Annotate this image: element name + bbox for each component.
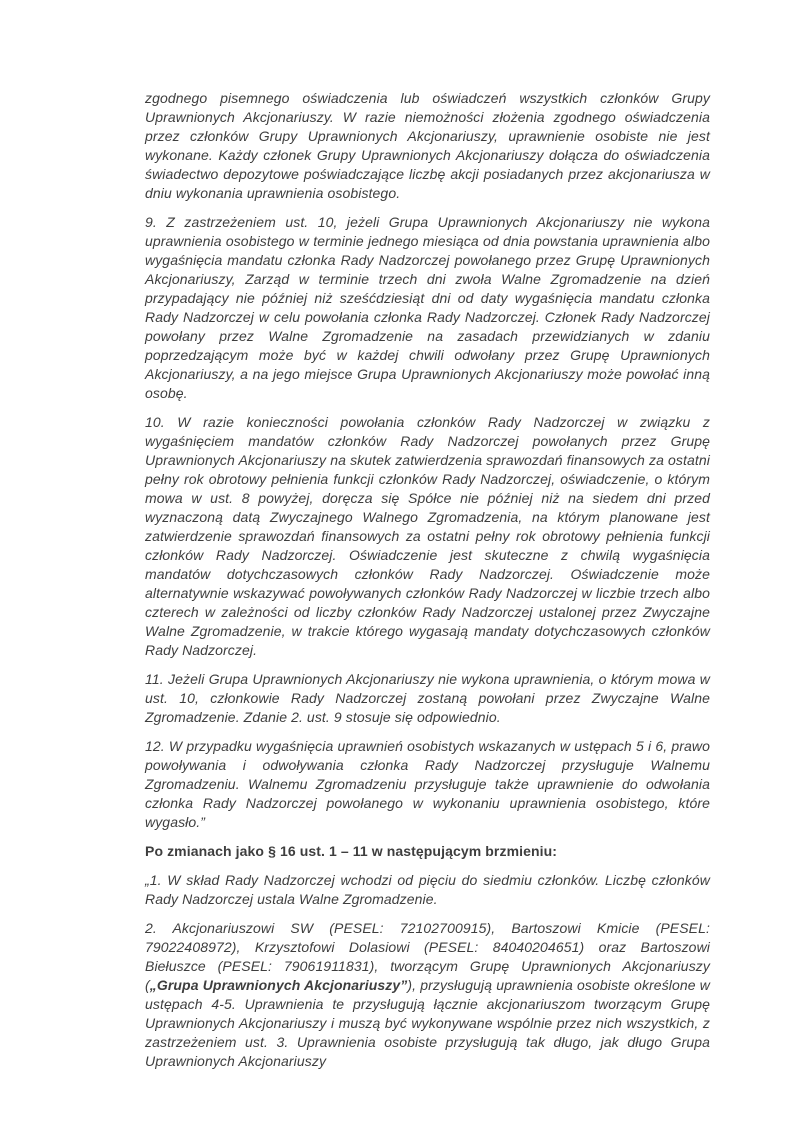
amended-clause-1: „1. W skład Rady Nadzorczej wchodzi od pięciu do siedmiu członków. Liczbę członków Rady Nadzorczej ustala Walne Zgromadzenie. bbox=[145, 872, 710, 907]
clause-9: 9. Z zastrzeżeniem ust. 10, jeżeli Grupa Uprawnionych Akcjonariuszy nie wykona uprawnienia osobistego w terminie jednego miesiąca od dnia powstania uprawnienia albo wygaśnięcia mandatu członka Rady Nadzorczej powołanego przez Grupę Uprawnionych Akcjonariuszy, Zarząd w terminie trzech dni zwoła Walne Zgromadzenie na dzień przypadający nie później niż sześćdziesiąt dni od daty wygaśnięcia mandatu członka Rady Nadzorczej w celu powołania członka Rady Nadzorczej. Członek Rady Nadzorczej powołany przez Walne Zgromadzenie na zasadach przewidzianych w zdaniu poprzedzającym może być w każdej chwili odwołany przez Grupę Uprawnionych Akcjonariuszy, a na jego miejsce Grupa Uprawnionych Akcjonariuszy może powołać inną osobę. bbox=[145, 214, 710, 401]
amended-clause-2-text-after: ), przysługują uprawnienia osobiste określone w ustępach 4-5. Uprawnienia te przysługują łącznie akcjonariuszom tworzącym Grupę Uprawnionych Akcjonariuszy i muszą być wykonywane wspólnie przez nich wszystkich, z zastrzeżeniem ust. 3. Uprawnienia osobiste przysługują tak długo, jak długo Grupa Uprawnionych Akcjonariuszy bbox=[145, 977, 710, 1069]
continuation-paragraph: zgodnego pisemnego oświadczenia lub oświadczeń wszystkich członków Grupy Uprawnionych Akcjonariuszy. W razie niemożności złożenia zgodnego oświadczenia przez członków Grupy Uprawnionych Akcjonariuszy, uprawnienie osobiste nie jest wykonane. Każdy członek Grupy Uprawnionych Akcjonariuszy dołącza do oświadczenia świadectwo depozytowe poświadczające liczbę akcji posiadanych przez akcjonariusza w dniu wykonania uprawnienia osobistego. bbox=[145, 90, 710, 201]
clause-10: 10. W razie konieczności powołania członków Rady Nadzorczej w związku z wygaśnięciem mandatów członków Rady Nadzorczej powołanych przez Grupę Uprawnionych Akcjonariuszy na skutek zatwierdzenia sprawozdań finansowych za ostatni pełny rok obrotowy pełnienia funkcji członków Rady Nadzorczej, oświadczenie, o którym mowa w ust. 8 powyżej, doręcza się Spółce nie później niż na siedem dni przed wyznaczoną datą Zwyczajnego Walnego Zgromadzenia, na którym planowane jest zatwierdzenie sprawozdań finansowych za ostatni pełny rok obrotowy pełnienia funkcji członków Rady Nadzorczej. Oświadczenie jest skuteczne z chwilą wygaśnięcia mandatów dotychczasowych członków Rady Nadzorczej. Oświadczenie może alternatywnie wskazywać powoływanych członków Rady Nadzorczej w liczbie trzech albo czterech w zależności od liczby członków Rady Nadzorczej ustalonej przez Zwyczajne Walne Zgromadzenie, w trakcie którego wygasają mandaty dotychczasowych członków Rady Nadzorczej. bbox=[145, 414, 710, 658]
amended-clause-2-bold-term: „Grupa Uprawnionych Akcjonariuszy” bbox=[149, 977, 408, 993]
amendment-heading: Po zmianach jako § 16 ust. 1 – 11 w następującym brzmieniu: bbox=[145, 843, 558, 859]
amended-clause-2 bbox=[145, 919, 710, 1071]
clause-11: 11. Jeżeli Grupa Uprawnionych Akcjonariuszy nie wykona uprawnienia, o którym mowa w ust. 10, członkowie Rady Nadzorczej zostaną powołani przez Zwyczajne Walne Zgromadzenie. Zdanie 2. ust. 9 stosuje się odpowiednio. bbox=[145, 671, 710, 725]
amended-clause-2-text-before: 2. Akcjonariuszowi SW (PESEL: 72102700915), Bartoszowi Kmicie (PESEL: 79022408972), Krzysztofowi Dolasiowi (PESEL: 84040204651) oraz Bartoszowi Biełuszce (PESEL: 79061911831), tworzącym Grupę Uprawnionych Akcjonariuszy ( bbox=[145, 920, 710, 993]
clause-12: 12. W przypadku wygaśnięcia uprawnień osobistych wskazanych w ustępach 5 i 6, prawo powoływania i odwoływania członka Rady Nadzorczej przysługuje Walnemu Zgromadzeniu. Walnemu Zgromadzeniu przysługuje także uprawnienie do odwołania członka Rady Nadzorczej powołanego w wykonaniu uprawnienia osobistego, które wygasło.” bbox=[145, 738, 710, 830]
